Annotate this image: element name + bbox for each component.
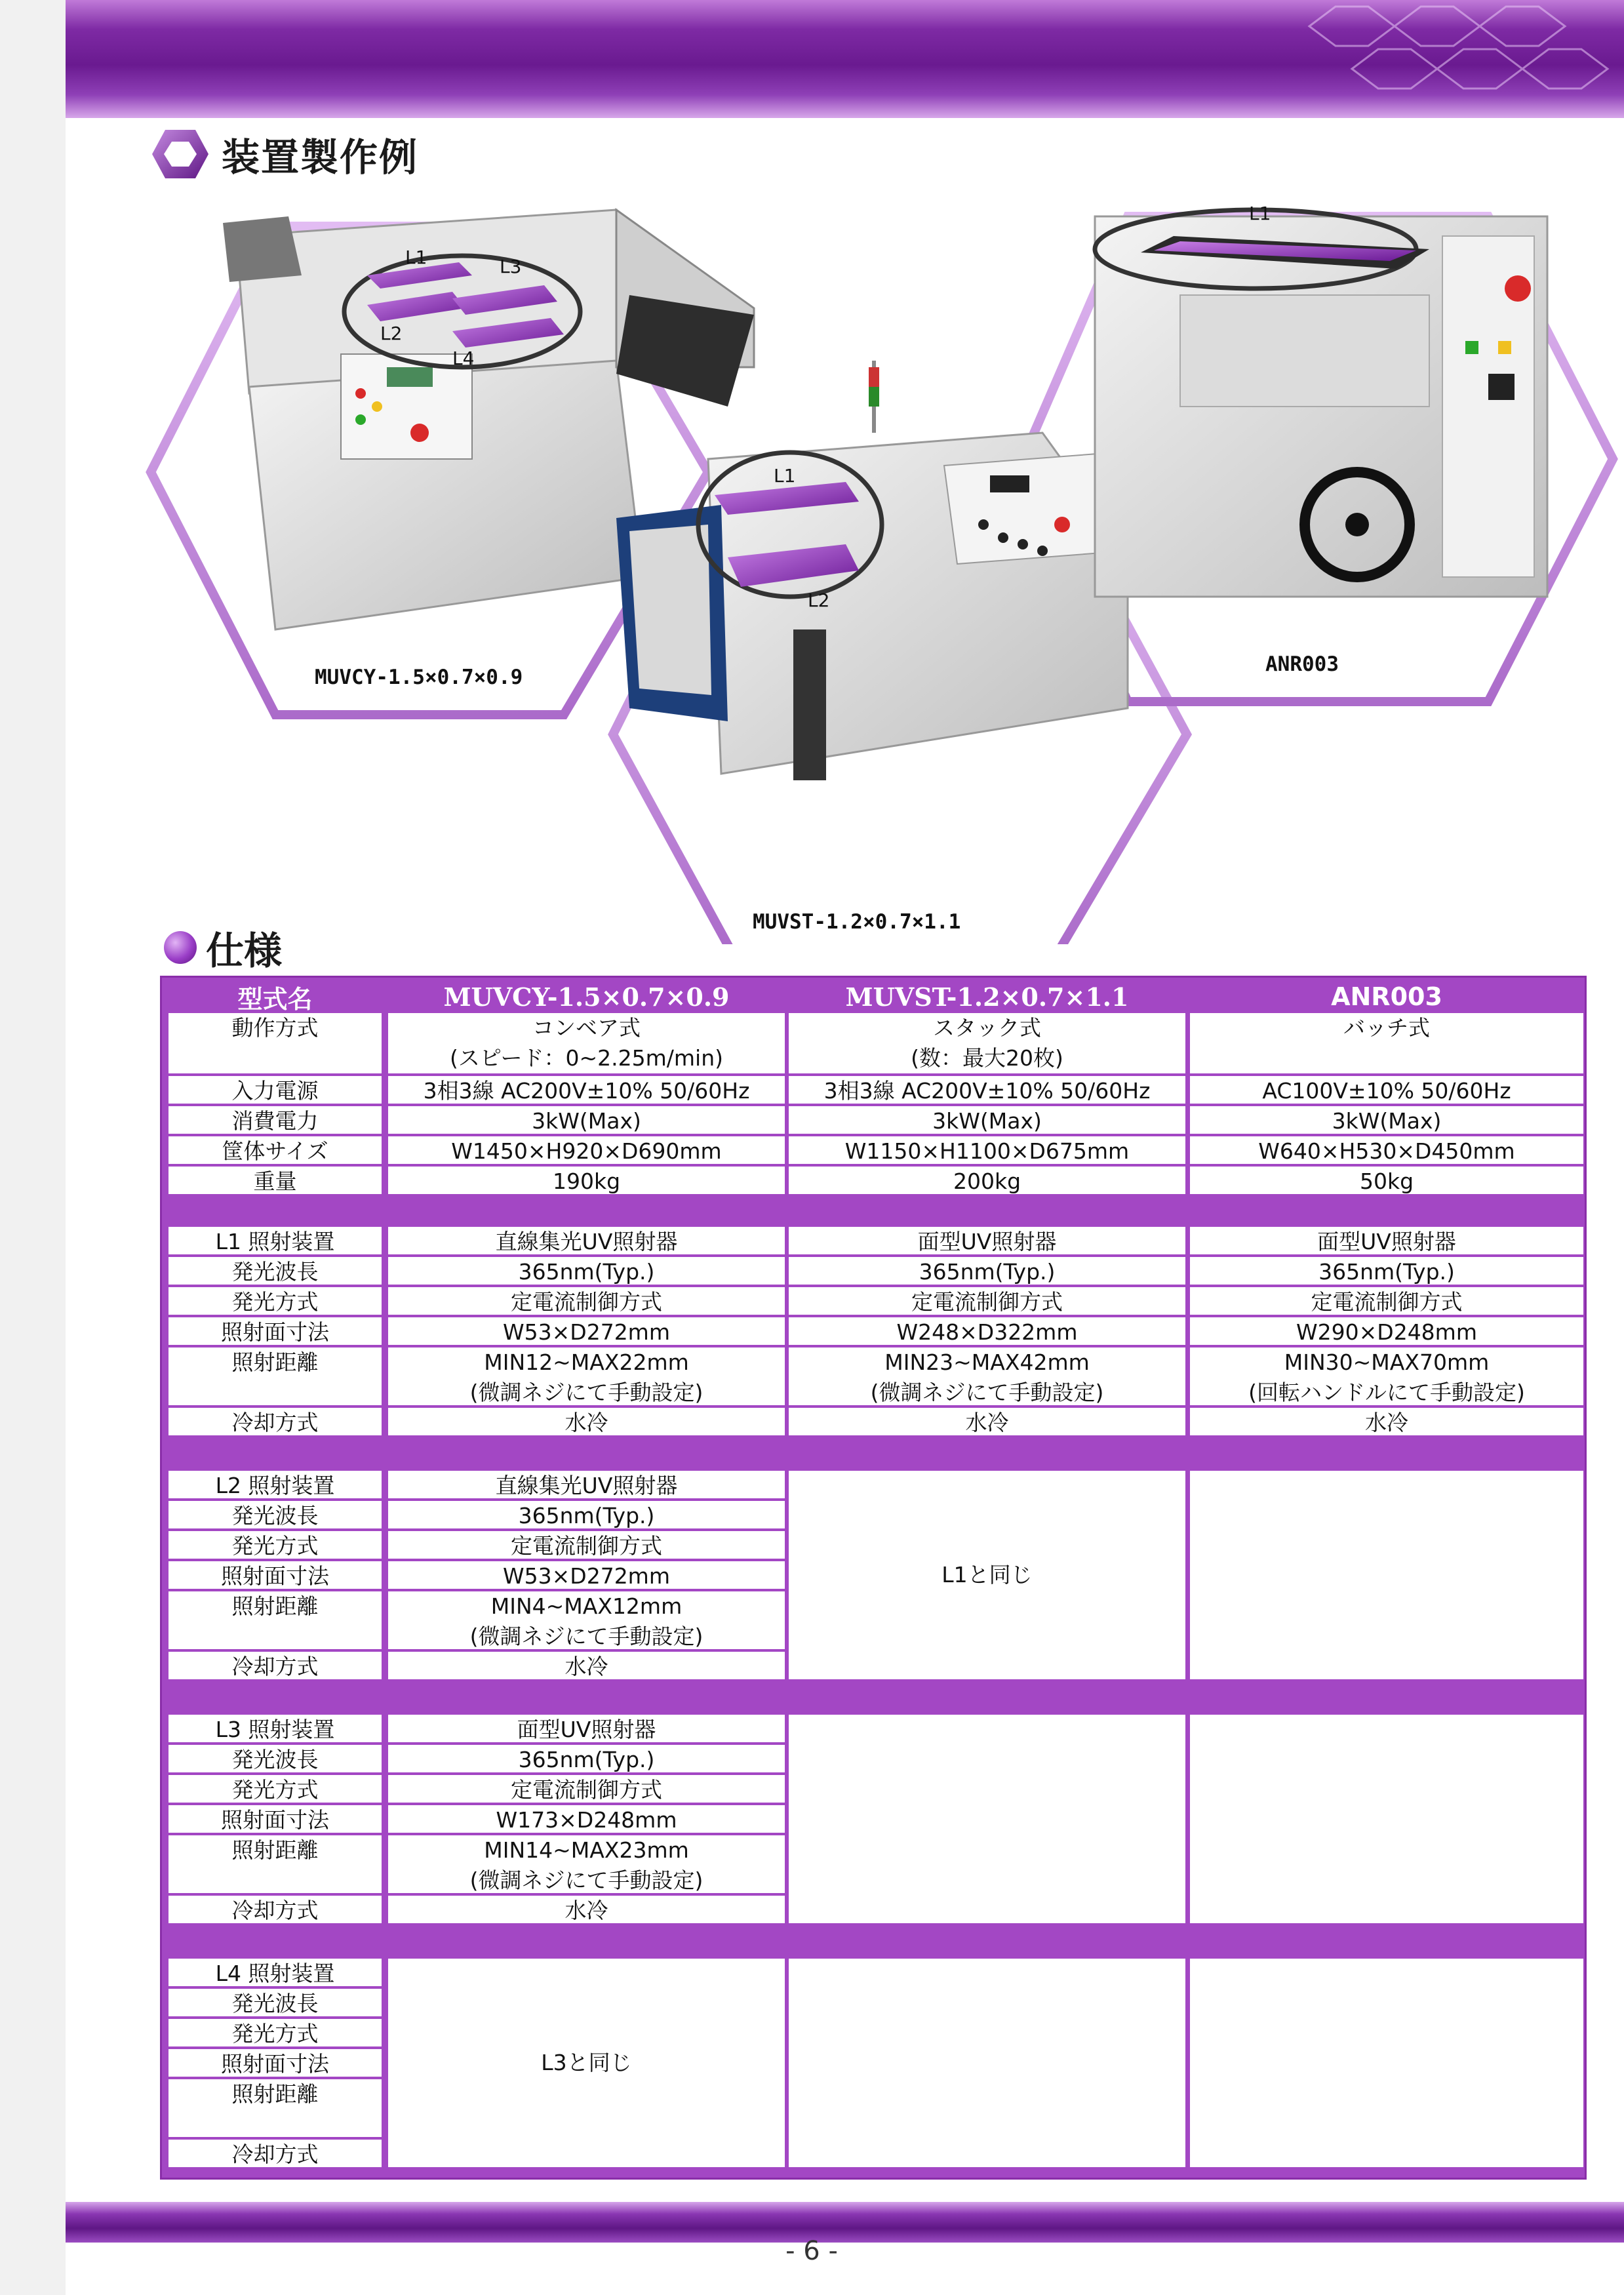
value-muvcy-l2-area <box>388 1561 785 1589</box>
value-muvcy-l3-cooling <box>388 1896 785 1923</box>
value-line: W53×D272mm <box>503 1319 670 1345</box>
value-line: 3相3線 AC200V±10% 50/60Hz <box>423 1078 750 1104</box>
value-anr-operation <box>1190 1013 1583 1073</box>
value-muvcy-l3-distance <box>388 1835 785 1893</box>
value-muvcy-l2-wavelength <box>388 1501 785 1528</box>
label-text: 発光波長 <box>231 1259 319 1285</box>
label-l2-emission <box>168 1531 382 1559</box>
muvst-label-l2: L2 <box>808 589 830 611</box>
value-line: 直線集光UV照射器 <box>495 1473 678 1498</box>
value-line: (微調ネジにて手動設定) <box>469 1380 703 1405</box>
value-line: (微調ネジにて手動設定) <box>469 1624 703 1649</box>
value-line: 365nm(Typ.) <box>518 1259 655 1285</box>
value-line: (微調ネジにて手動設定) <box>870 1380 1104 1405</box>
label-text: 発光方式 <box>231 2021 319 2046</box>
value-line: (数：最大20枚) <box>911 1045 1063 1071</box>
value-line: 365nm(Typ.) <box>919 1259 1056 1285</box>
label-l1-area <box>168 1317 382 1345</box>
value-line: W1450×H920×D690mm <box>451 1138 722 1164</box>
value-line: (スピード：0~2.25m/min) <box>449 1045 724 1071</box>
value-muvcy-l1-device <box>388 1227 785 1254</box>
value-muvst-l3-empty <box>789 1715 1185 1923</box>
label-text: 冷却方式 <box>231 1410 319 1435</box>
section-heading <box>151 125 418 184</box>
label-text: 動作方式 <box>231 1015 319 1041</box>
value-muvcy-power-input <box>388 1076 785 1104</box>
label-text: 照射面寸法 <box>221 1319 329 1345</box>
section-title: 装置製作例 <box>222 135 419 180</box>
label-text: 冷却方式 <box>231 1654 319 1679</box>
value-anr-l1-device <box>1190 1227 1583 1254</box>
value-line: 3kW(Max) <box>532 1108 641 1134</box>
value-line: 190kg <box>552 1168 621 1194</box>
label-text: 照射距離 <box>231 1349 319 1375</box>
value-muvcy-l2-emission <box>388 1531 785 1559</box>
label-text: 照射距離 <box>231 1837 319 1863</box>
label-text: L3 照射装置 <box>215 1717 335 1742</box>
value-muvst-l1-cooling <box>789 1408 1185 1435</box>
value-muvcy-weight <box>388 1167 785 1194</box>
value-line: 定電流制御方式 <box>911 1289 1063 1315</box>
label-l3-distance <box>168 1835 382 1893</box>
header-col-anr003: ANR003 <box>1331 982 1442 1011</box>
value-muvst-l1-emission <box>789 1287 1185 1315</box>
value-line: 水冷 <box>564 1654 608 1679</box>
value-muvcy-l1-distance <box>388 1347 785 1405</box>
value-line: 200kg <box>953 1168 1021 1194</box>
label-operation <box>168 1013 382 1073</box>
value-muvcy-operation <box>388 1013 785 1073</box>
muvst-caption: MUVST-1.2×0.7×1.1 <box>753 910 961 934</box>
label-text: 照射面寸法 <box>221 2051 329 2077</box>
value-anr-l1-area <box>1190 1317 1583 1345</box>
hexagon-icon <box>151 125 210 184</box>
page-number: - 6 - <box>785 2236 838 2266</box>
value-line: 直線集光UV照射器 <box>495 1229 678 1254</box>
label-l2-area <box>168 1561 382 1589</box>
spec-heading <box>164 918 282 977</box>
value-muvst-l1-distance <box>789 1347 1185 1405</box>
value-muvst-l1-device <box>789 1227 1185 1254</box>
value-line: W1150×H1100×D675mm <box>844 1138 1130 1164</box>
value-line: MIN14~MAX23mm <box>484 1837 689 1863</box>
label-l4-wavelength <box>168 1989 382 2016</box>
label-text: 発光方式 <box>231 1289 319 1315</box>
value-muvcy-l3-emission <box>388 1775 785 1803</box>
photo-illustration <box>0 184 1624 944</box>
label-housing-size <box>168 1136 382 1164</box>
label-l1-cooling <box>168 1408 382 1435</box>
value-anr-power-input <box>1190 1076 1583 1104</box>
value-anr-power-consumption <box>1190 1106 1583 1134</box>
value-anr-l1-wavelength <box>1190 1257 1583 1285</box>
label-l1-distance <box>168 1347 382 1405</box>
label-weight <box>168 1167 382 1194</box>
purple-ball-icon <box>164 931 197 964</box>
value-muvcy-housing-size <box>388 1136 785 1164</box>
spec-table <box>160 976 1587 2180</box>
value-anr-l1-cooling <box>1190 1408 1583 1435</box>
value-anr-l3-empty <box>1190 1715 1583 1923</box>
value-line: MIN4~MAX12mm <box>490 1593 683 1619</box>
label-text: 冷却方式 <box>231 2142 319 2167</box>
value-muvcy-l3-device <box>388 1715 785 1742</box>
value-line: 面型UV照射器 <box>517 1717 656 1742</box>
label-text: 筐体サイズ <box>222 1138 328 1164</box>
label-text: 消費電力 <box>231 1108 319 1134</box>
value-muvst-l2-merged <box>789 1471 1185 1679</box>
value-muvst-housing-size <box>789 1136 1185 1164</box>
value-anr-l2-empty <box>1190 1471 1583 1679</box>
muvcy-caption: MUVCY-1.5×0.7×0.9 <box>315 666 523 689</box>
value-muvcy-l4-merged <box>388 1959 785 2167</box>
value-muvst-l1-area <box>789 1317 1185 1345</box>
value-line: 水冷 <box>965 1410 1009 1435</box>
value-muvcy-l1-cooling <box>388 1408 785 1435</box>
label-l4-emission <box>168 2019 382 2046</box>
value-anr-housing-size <box>1190 1136 1583 1164</box>
value-anr-l1-distance <box>1190 1347 1583 1405</box>
label-text: 重量 <box>253 1168 297 1194</box>
value-muvst-power-consumption <box>789 1106 1185 1134</box>
label-l3-wavelength <box>168 1745 382 1772</box>
label-l3-device <box>168 1715 382 1742</box>
value-line: MIN12~MAX22mm <box>484 1349 689 1375</box>
value-muvcy-l3-wavelength <box>388 1745 785 1772</box>
value-muvcy-l2-cooling <box>388 1652 785 1679</box>
label-text: 入力電源 <box>231 1078 319 1104</box>
value-line: 面型UV照射器 <box>917 1229 1057 1254</box>
value-line: 水冷 <box>1365 1410 1408 1435</box>
value-line: 365nm(Typ.) <box>1318 1259 1455 1285</box>
label-text: 冷却方式 <box>231 1898 319 1923</box>
muvcy-label-l2: L2 <box>380 323 403 344</box>
equipment-photos <box>0 184 1624 944</box>
value-anr-l1-emission <box>1190 1287 1583 1315</box>
label-text: 発光方式 <box>231 1777 319 1803</box>
label-power-input <box>168 1076 382 1104</box>
label-l4-cooling <box>168 2140 382 2167</box>
value-muvcy-l3-area <box>388 1805 785 1833</box>
value-line: 定電流制御方式 <box>511 1289 662 1315</box>
label-text: 照射面寸法 <box>221 1807 329 1833</box>
label-l4-device <box>168 1959 382 1986</box>
value-line: 定電流制御方式 <box>511 1533 662 1559</box>
label-l3-emission <box>168 1775 382 1803</box>
value-muvcy-power-consumption <box>388 1106 785 1134</box>
value-line: スタック式 <box>933 1015 1041 1041</box>
label-text: 発光方式 <box>231 1533 319 1559</box>
value-line: コンベア式 <box>532 1015 641 1041</box>
value-line: W53×D272mm <box>503 1563 670 1589</box>
label-l1-wavelength <box>168 1257 382 1285</box>
label-l4-distance <box>168 2079 382 2137</box>
value-line: 3kW(Max) <box>1332 1108 1442 1134</box>
value-line: 水冷 <box>564 1410 608 1435</box>
value-muvcy-l1-area <box>388 1317 785 1345</box>
label-text: 発光波長 <box>231 1503 319 1528</box>
anr-label-l1: L1 <box>1249 203 1271 224</box>
value-muvcy-l2-device <box>388 1471 785 1498</box>
label-l2-wavelength <box>168 1501 382 1528</box>
anr003-machine-image <box>1095 203 1547 597</box>
muvst-label-l1: L1 <box>774 465 796 487</box>
header-col-muvcy: MUVCY-1.5×0.7×0.9 <box>443 982 730 1012</box>
hexagon-pattern-decoration <box>1283 0 1624 118</box>
value-line: W248×D322mm <box>896 1319 1078 1345</box>
same-as-note: L3と同じ <box>541 2050 632 2075</box>
value-line: W640×H530×D450mm <box>1258 1138 1515 1164</box>
same-as-note: L1と同じ <box>941 1562 1033 1587</box>
value-line: 面型UV照射器 <box>1317 1229 1456 1254</box>
spec-title: 仕様 <box>206 928 283 973</box>
label-l2-distance <box>168 1591 382 1649</box>
value-muvst-l1-wavelength <box>789 1257 1185 1285</box>
label-l3-cooling <box>168 1896 382 1923</box>
anr003-caption: ANR003 <box>1265 652 1339 676</box>
muvcy-label-l1: L1 <box>405 247 427 268</box>
value-muvst-power-input <box>789 1076 1185 1104</box>
muvst-machine-image <box>616 361 1128 780</box>
value-line: 定電流制御方式 <box>511 1777 662 1803</box>
value-line: MIN30~MAX70mm <box>1284 1349 1490 1375</box>
value-muvst-operation <box>789 1013 1185 1073</box>
value-line: 3相3線 AC200V±10% 50/60Hz <box>823 1078 1151 1104</box>
label-power-consumption <box>168 1106 382 1134</box>
header-model-label: 型式名 <box>237 984 313 1014</box>
value-muvcy-l1-wavelength <box>388 1257 785 1285</box>
value-line: 定電流制御方式 <box>1311 1289 1463 1315</box>
value-line: MIN23~MAX42mm <box>884 1349 1090 1375</box>
label-text: L1 照射装置 <box>215 1229 335 1254</box>
header-band <box>66 0 1624 118</box>
label-text: 照射距離 <box>231 1593 319 1619</box>
value-line: AC100V±10% 50/60Hz <box>1262 1078 1511 1104</box>
value-anr-weight <box>1190 1167 1583 1194</box>
value-line: W290×D248mm <box>1296 1319 1477 1345</box>
label-l2-cooling <box>168 1652 382 1679</box>
value-anr-l4-empty <box>1190 1959 1583 2167</box>
label-text: 照射距離 <box>231 2081 319 2107</box>
value-line: 3kW(Max) <box>932 1108 1042 1134</box>
label-l3-area <box>168 1805 382 1833</box>
header-col-muvst: MUVST-1.2×0.7×1.1 <box>845 982 1129 1012</box>
value-muvcy-l1-emission <box>388 1287 785 1315</box>
value-line: (回転ハンドルにて手動設定) <box>1248 1380 1525 1405</box>
value-line: 365nm(Typ.) <box>518 1503 655 1528</box>
value-muvcy-l2-distance <box>388 1591 785 1649</box>
label-l1-device <box>168 1227 382 1254</box>
label-l4-area <box>168 2049 382 2077</box>
label-text: L4 照射装置 <box>215 1961 335 1986</box>
label-l1-emission <box>168 1287 382 1315</box>
value-line: 50kg <box>1359 1168 1414 1194</box>
label-l2-device <box>168 1471 382 1498</box>
label-text: 発光波長 <box>231 1747 319 1772</box>
label-text: 照射面寸法 <box>221 1563 329 1589</box>
value-muvst-l4-empty <box>789 1959 1185 2167</box>
footer-band <box>66 2202 1624 2243</box>
label-text: 発光波長 <box>231 1991 319 2016</box>
value-line: (微調ネジにて手動設定) <box>469 1867 703 1893</box>
label-text: L2 照射装置 <box>215 1473 335 1498</box>
value-line: 水冷 <box>564 1898 608 1923</box>
muvcy-label-l3: L3 <box>500 256 522 277</box>
value-line: バッチ式 <box>1343 1015 1430 1041</box>
value-line: W173×D248mm <box>496 1807 677 1833</box>
value-line: 365nm(Typ.) <box>518 1747 655 1772</box>
muvcy-label-l4: L4 <box>452 348 475 369</box>
value-muvst-weight <box>789 1167 1185 1194</box>
